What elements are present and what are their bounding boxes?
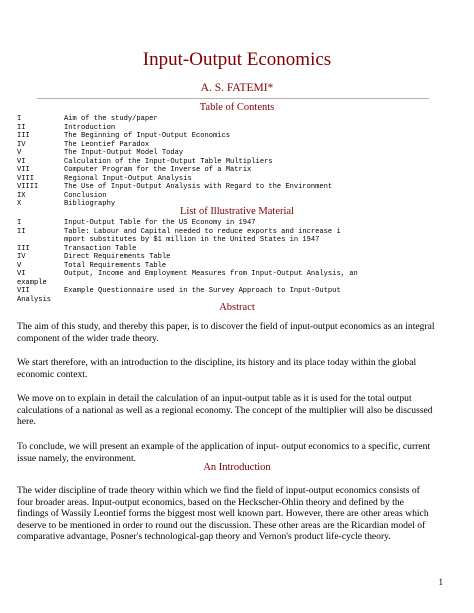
illustrative-item-continuation: example: [17, 278, 47, 287]
illustrative-item: V Total Requirements Table: [17, 261, 167, 270]
toc-list: [17, 115, 437, 209]
toc-item: VIII Regional Input-Output Analysis: [17, 174, 192, 183]
illustrative-item: III Transaction Table: [17, 244, 137, 253]
illustrative-item: VII Example Questionnaire used in the Survey Approach to Input-Output: [17, 287, 341, 296]
abstract-paragraph: We move on to explain in detail the calculation of an input-output table as it is used for the total output calculations of a national as well as a regional economy. The concept of the multiplier will also be discussed here.: [17, 393, 433, 428]
toc-heading: Table of Contents: [199, 102, 275, 113]
intro-heading: An Introduction: [203, 462, 271, 473]
illustrative-item-continuation: Analysis: [17, 295, 52, 304]
illustrative-item: I Input-Output Table for the US Economy in 1947: [17, 219, 256, 227]
toc-item: IV The Leontief Paradox: [17, 140, 150, 149]
illustrative-list: [17, 219, 437, 304]
intro-paragraph: The wider discipline of trade theory within which we find the field of input-output economics consists of four broader areas. Input-output economics, based on the Heckscher-Ohlin theory and defined by the findings of Wassily Leontief forms the biggest most well known part. However, there are other areas which deserve to be mentioned in order to round out the discussion. These other areas are the Ricardian model of comparative advantage, Posner's technological-gap theory and Vernon's product life-cycle theory.: [17, 485, 429, 543]
toc-item: X Bibliography: [17, 200, 116, 209]
document-title: Input-Output Economics: [142, 49, 332, 70]
illustrative-item: IV Direct Requirements Table: [17, 253, 171, 262]
toc-item: V The Input-Output Model Today: [17, 149, 184, 158]
abstract-paragraph: To conclude, we will present an example of the application of input- output economics to a specific, current issue namely, the environment.: [17, 441, 431, 464]
page-number: 1: [438, 577, 443, 587]
illustrative-item: VI Output, Income and Employment Measures from Input-Output Analysis, an: [17, 270, 358, 279]
toc-item: VII Computer Program for the Inverse of a Matrix: [17, 166, 252, 175]
illustrative-heading: List of Illustrative Material: [179, 206, 294, 217]
illustrative-item-continuation: mport substitutes by $1 million in the United States in 1947: [64, 236, 320, 245]
title-divider: [37, 98, 429, 99]
toc-item: IX Conclusion: [17, 191, 107, 200]
toc-item: VI Calculation of the Input-Output Table Multipliers: [17, 157, 273, 166]
toc-item: II Introduction: [17, 123, 116, 132]
toc-item: III The Beginning of Input-Output Economics: [17, 132, 231, 141]
toc-item: I Aim of the study/paper: [17, 115, 158, 123]
abstract-paragraph: We start therefore, with an introduction to the discipline, its history and its place today within the global economic context.: [17, 357, 417, 380]
abstract-paragraph: The aim of this study, and thereby this paper, is to discover the field of input-output economics as an integral component of the wider trade theory.: [17, 321, 435, 344]
abstract-heading: Abstract: [219, 302, 255, 313]
toc-item: VIIII The Use of Input-Output Analysis with Regard to the Environment: [17, 183, 333, 192]
author-name: A. S. FATEMI*: [200, 82, 274, 94]
illustrative-item: II Table: Labour and Capital needed to reduce exports and increase i: [17, 227, 341, 236]
